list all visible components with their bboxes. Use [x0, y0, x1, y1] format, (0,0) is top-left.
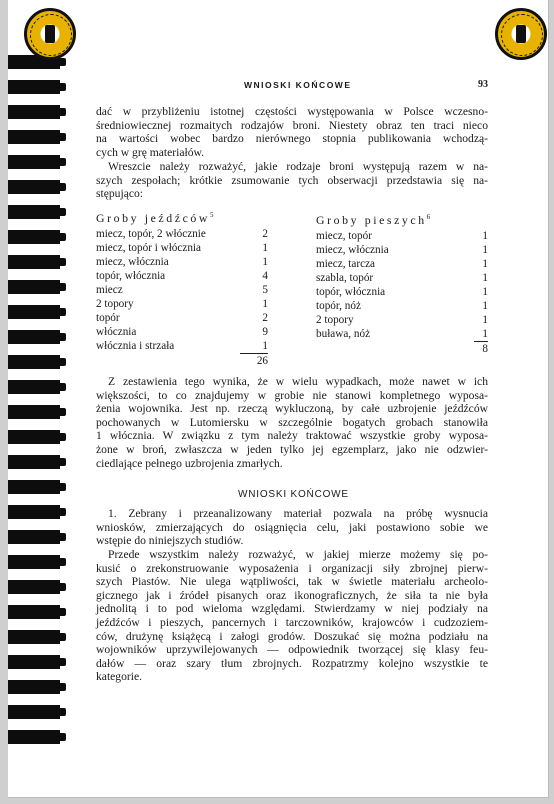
watermark-seal-icon [495, 8, 547, 60]
row-count: 1 [482, 229, 488, 242]
text-line: 1. Zebrany i przeanalizowany materiał pozwala na próbę wysnucia [108, 507, 488, 520]
text-line: dałów — oraz szary tłum zbrojnych. Rozpatrzmy kolejno wszystkie te [96, 656, 488, 670]
row-count: 2 [262, 311, 268, 324]
text-line: gicznego jak i źródeł pisanych oraz ikonograficznych, że siła ta nie była [96, 588, 488, 602]
binding-tab [8, 630, 60, 644]
table-total: 8 [474, 341, 488, 356]
table-title: Groby pieszych$^6$ [316, 212, 433, 227]
text-line: na wartości wobec bardzo nierównego stopnia publikowania wchodzą- [96, 132, 488, 146]
table-foot-soldiers [316, 210, 488, 356]
table-row [96, 241, 268, 255]
watermark-seal-icon [24, 8, 76, 60]
text-line: ców, drużynę książęcą i załogi grodów. Doszukać się można podziału na [96, 629, 488, 643]
binding-tab [8, 305, 60, 319]
table-row [316, 327, 488, 341]
paragraph-4 [96, 507, 488, 548]
row-label: miecz, topór [316, 229, 372, 242]
paragraph-1 [96, 105, 488, 159]
text-line: stępująco: [96, 187, 144, 201]
row-count: 1 [262, 297, 268, 310]
binding-tab [8, 155, 60, 169]
binding-tab [8, 80, 60, 94]
paragraph-5 [96, 548, 488, 684]
running-header: WNIOSKI KOŃCOWE [244, 80, 352, 90]
table-row [316, 313, 488, 327]
row-label: miecz, włócznia [316, 243, 389, 256]
text-line: Wreszcie należy rozważyć, jakie rodzaje broni występują razem w na- [108, 160, 488, 173]
table-row [316, 299, 488, 313]
row-count: 1 [482, 327, 488, 340]
binding-tab [8, 330, 60, 344]
binding-tab [8, 255, 60, 269]
text-line: wstępie do niniejszych studiów. [96, 534, 244, 548]
table-row [96, 339, 268, 353]
table-row [96, 297, 268, 311]
binding-tab [8, 730, 60, 744]
binding-tab [8, 355, 60, 369]
text-line: ciedlające pełnego uzbrojenia zmarłych. [96, 456, 283, 470]
table-row [96, 255, 268, 269]
row-label: miecz, topór i włócznia [96, 241, 201, 254]
binding-tab [8, 705, 60, 719]
row-count: 1 [482, 257, 488, 270]
text-line: szych Piastów. Nie ulega wątpliwości, tak w świetle materiału archeolo- [96, 575, 488, 589]
binding-tab [8, 480, 60, 494]
text-line: wojowników uprzywilejowanych — odpowiednik tworzącej się klasy feu- [96, 643, 488, 657]
binding-tab [8, 105, 60, 119]
row-label: miecz, włócznia [96, 255, 169, 268]
binding-tab [8, 505, 60, 519]
text-line: Z zestawienia tego wynika, że w wielu wypadkach, może nawet w ich [108, 375, 488, 388]
row-label: topór [96, 311, 120, 324]
text-line: kusić o zrekonstruowanie wyposażenia i organizacji siły zbrojnej pierw- [96, 561, 488, 575]
row-count: 2 [262, 227, 268, 240]
text-line: średniowiecznej rozmaitych rodzajów broni. Niestety obraz ten traci nieco [96, 118, 488, 132]
row-count: 9 [262, 325, 268, 338]
page-number: 93 [478, 79, 488, 90]
row-label: szabla, topór [316, 271, 374, 284]
text-line: większości, to co znajdujemy w grobie nie stanowi kompletnego wyposa- [96, 388, 488, 402]
row-label: włócznia [96, 325, 137, 338]
row-count: 1 [262, 255, 268, 268]
binding-tab [8, 430, 60, 444]
row-count: 1 [482, 313, 488, 326]
row-label: miecz, topór, 2 włócznie [96, 227, 206, 240]
row-count: 1 [482, 243, 488, 256]
text-line: żone w broń, zwłaszcza w jeden tylko jej egzemplarz, jako nie odzwier- [96, 442, 488, 456]
row-count: 4 [262, 269, 268, 282]
table-row [96, 325, 268, 339]
table-riders [96, 208, 268, 368]
table-row [316, 229, 488, 243]
row-label: topór, nóż [316, 299, 361, 312]
binding-tab [8, 530, 60, 544]
binding-tab [8, 605, 60, 619]
binding-tab [8, 180, 60, 194]
text-line: Przede wszystkim należy rozważyć, w jakiej mierze możemy się po- [108, 548, 488, 561]
text-line: 1 włócznia. W związku z tym należy traktować wszystkie groby wyposa- [96, 429, 488, 443]
binding-tab [8, 455, 60, 469]
text-line: jeźdźców i pieszych, pancernych i tarczowników, krajowców i cudzoziem- [96, 615, 488, 629]
text-line: dać w przybliżeniu istotnej częstości występowania w Polsce wczesno- [96, 105, 488, 118]
binding-tab [8, 655, 60, 669]
table-row [316, 257, 488, 271]
binding-tab [8, 580, 60, 594]
row-count: 1 [482, 285, 488, 298]
text-line: szych zespołach; krótkie zsumowanie tych obserwacji przedstawia się na- [96, 173, 488, 187]
paragraph-2 [96, 160, 488, 201]
paragraph-3 [96, 375, 488, 470]
table-row [316, 271, 488, 285]
text-line: wniosków, zmierzających do osiągnięcia celu, jaki postawiono sobie we [96, 520, 488, 534]
row-label: miecz [96, 283, 123, 296]
table-row [316, 285, 488, 299]
binding-tab [8, 405, 60, 419]
table-row [96, 227, 268, 241]
row-label: włócznia i strzała [96, 339, 175, 352]
row-count: 1 [482, 271, 488, 284]
text-line: pochowanych w Lutomiersku w szczególnie bogatych grobach stanowiła [96, 415, 488, 429]
row-count: 1 [262, 241, 268, 254]
row-label: topór, włócznia [316, 285, 386, 298]
row-count: 1 [482, 299, 488, 312]
table-row [96, 311, 268, 325]
binding-tab [8, 280, 60, 294]
row-label: 2 topory [96, 297, 134, 310]
table-total: 26 [240, 353, 268, 368]
row-count: 1 [262, 339, 268, 352]
section-title: WNIOSKI KOŃCOWE [238, 489, 349, 500]
text-line: żenia wojownika. Jest np. rzeczą wykluczoną, by całe uzbrojenie jeźdźców [96, 402, 488, 416]
binding-comb-icon [8, 55, 64, 755]
row-count: 5 [262, 283, 268, 296]
row-label: 2 topory [316, 313, 354, 326]
binding-tab [8, 555, 60, 569]
binding-tab [8, 380, 60, 394]
text-line: jednolitą i to pod wieloma względami. Stwierdzamy w niej podziały na [96, 602, 488, 616]
text-line: kategorie. [96, 670, 143, 684]
row-label: topór, włócznia [96, 269, 166, 282]
row-label: buława, nóż [316, 327, 371, 340]
table-row [96, 283, 268, 297]
binding-tab [8, 680, 60, 694]
table-row [316, 243, 488, 257]
table-title: Groby jeźdźców$^5$ [96, 210, 217, 225]
binding-tab [8, 130, 60, 144]
table-row [96, 269, 268, 283]
row-label: miecz, tarcza [316, 257, 375, 270]
binding-tab [8, 230, 60, 244]
binding-tab [8, 205, 60, 219]
text-line: cych w grę materiałów. [96, 145, 205, 159]
